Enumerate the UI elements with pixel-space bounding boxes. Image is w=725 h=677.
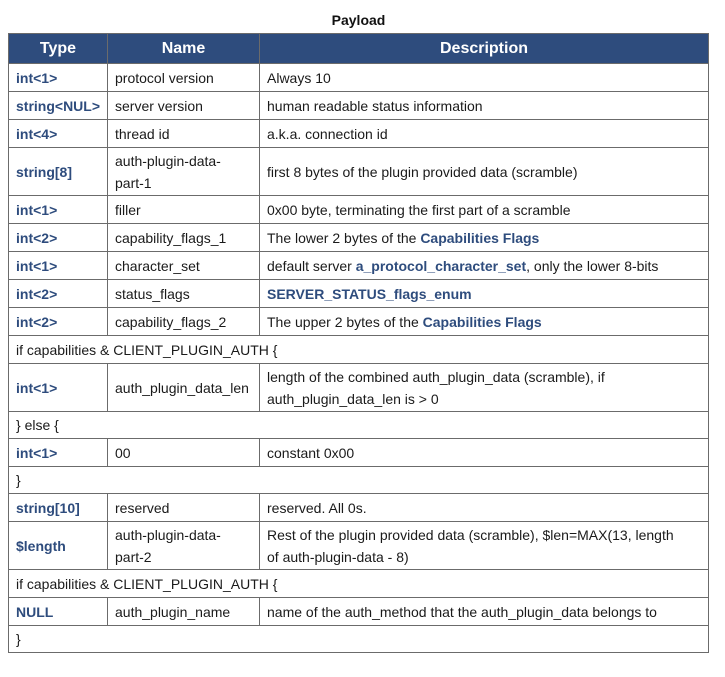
server-status-flags-link[interactable]: SERVER_STATUS_flags_enum [267, 285, 472, 302]
description-cell [260, 280, 709, 308]
condition-cell: if capabilities & CLIENT_PLUGIN_AUTH { [9, 336, 709, 364]
description-text: , only the lower 8-bits [526, 257, 659, 274]
capabilities-flags-link[interactable]: Capabilities Flags [422, 313, 542, 330]
type-cell: $length [9, 522, 108, 570]
condition-row [9, 336, 709, 364]
payload-table [8, 33, 709, 653]
description-cell: name of the auth_method that the auth_plugin_data belongs to [260, 598, 709, 626]
name-cell: auth_plugin_data_len [108, 364, 260, 412]
type-cell: int<2> [9, 308, 108, 336]
table-row [9, 92, 709, 120]
condition-row [9, 626, 709, 653]
header-row [9, 34, 709, 64]
character-set-link[interactable]: a_protocol_character_set [355, 257, 527, 274]
condition-row [9, 570, 709, 598]
table-row [9, 196, 709, 224]
table-row [9, 224, 709, 252]
description-line: auth_plugin_data_len is > 0 [267, 390, 439, 407]
name-cell: thread id [108, 120, 260, 148]
type-cell: int<1> [9, 64, 108, 92]
description-line: length of the combined auth_plugin_data (scramble), if [267, 368, 605, 385]
type-cell: int<1> [9, 439, 108, 467]
type-cell: int<1> [9, 196, 108, 224]
description-cell: human readable status information [260, 92, 709, 120]
table-row [9, 252, 709, 280]
description-cell [260, 252, 709, 280]
description-text: The upper 2 bytes of the [267, 313, 423, 330]
name-cell [108, 522, 260, 570]
name-cell: status_flags [108, 280, 260, 308]
name-cell: 00 [108, 439, 260, 467]
name-cell: server version [108, 92, 260, 120]
name-cell: auth_plugin_name [108, 598, 260, 626]
name-line: part-2 [115, 548, 152, 565]
type-cell: int<1> [9, 364, 108, 412]
table-row [9, 439, 709, 467]
description-cell [260, 308, 709, 336]
description-cell: first 8 bytes of the plugin provided data (scramble) [260, 148, 709, 196]
name-line: auth-plugin-data- [115, 526, 221, 543]
description-cell [260, 224, 709, 252]
description-cell [260, 364, 709, 412]
type-cell: int<2> [9, 280, 108, 308]
description-line: Rest of the plugin provided data (scramble), $len=MAX(13, length [267, 526, 674, 543]
name-line: part-1 [115, 174, 152, 191]
table-row [9, 64, 709, 92]
header-description: Description [260, 34, 709, 64]
description-cell: constant 0x00 [260, 439, 709, 467]
table-row [9, 494, 709, 522]
type-cell: NULL [9, 598, 108, 626]
description-cell: Always 10 [260, 64, 709, 92]
table-row [9, 598, 709, 626]
description-text: The lower 2 bytes of the [267, 229, 421, 246]
condition-row [9, 412, 709, 439]
type-cell: int<1> [9, 252, 108, 280]
table-row [9, 280, 709, 308]
name-cell: reserved [108, 494, 260, 522]
name-cell: filler [108, 196, 260, 224]
table-row [9, 308, 709, 336]
type-cell: string[8] [9, 148, 108, 196]
description-cell: reserved. All 0s. [260, 494, 709, 522]
table-row [9, 148, 709, 196]
header-name: Name [108, 34, 260, 64]
condition-cell: } [9, 626, 709, 653]
table-row [9, 120, 709, 148]
condition-cell: if capabilities & CLIENT_PLUGIN_AUTH { [9, 570, 709, 598]
name-cell: character_set [108, 252, 260, 280]
name-cell: capability_flags_2 [108, 308, 260, 336]
description-cell [260, 522, 709, 570]
type-cell: string<NUL> [9, 92, 108, 120]
type-cell: int<4> [9, 120, 108, 148]
name-cell: capability_flags_1 [108, 224, 260, 252]
description-text: default server [267, 257, 356, 274]
capabilities-flags-link[interactable]: Capabilities Flags [420, 229, 540, 246]
name-cell: protocol version [108, 64, 260, 92]
name-cell [108, 148, 260, 196]
condition-cell: } [9, 467, 709, 494]
header-type: Type [9, 34, 108, 64]
table-row [9, 364, 709, 412]
description-cell: 0x00 byte, terminating the first part of a scramble [260, 196, 709, 224]
description-cell: a.k.a. connection id [260, 120, 709, 148]
condition-cell: } else { [9, 412, 709, 439]
description-line: of auth-plugin-data - 8) [267, 548, 409, 565]
table-row [9, 522, 709, 570]
type-cell: string[10] [9, 494, 108, 522]
type-cell: int<2> [9, 224, 108, 252]
condition-row [9, 467, 709, 494]
table-caption: Payload [331, 12, 386, 28]
name-line: auth-plugin-data- [115, 152, 221, 169]
